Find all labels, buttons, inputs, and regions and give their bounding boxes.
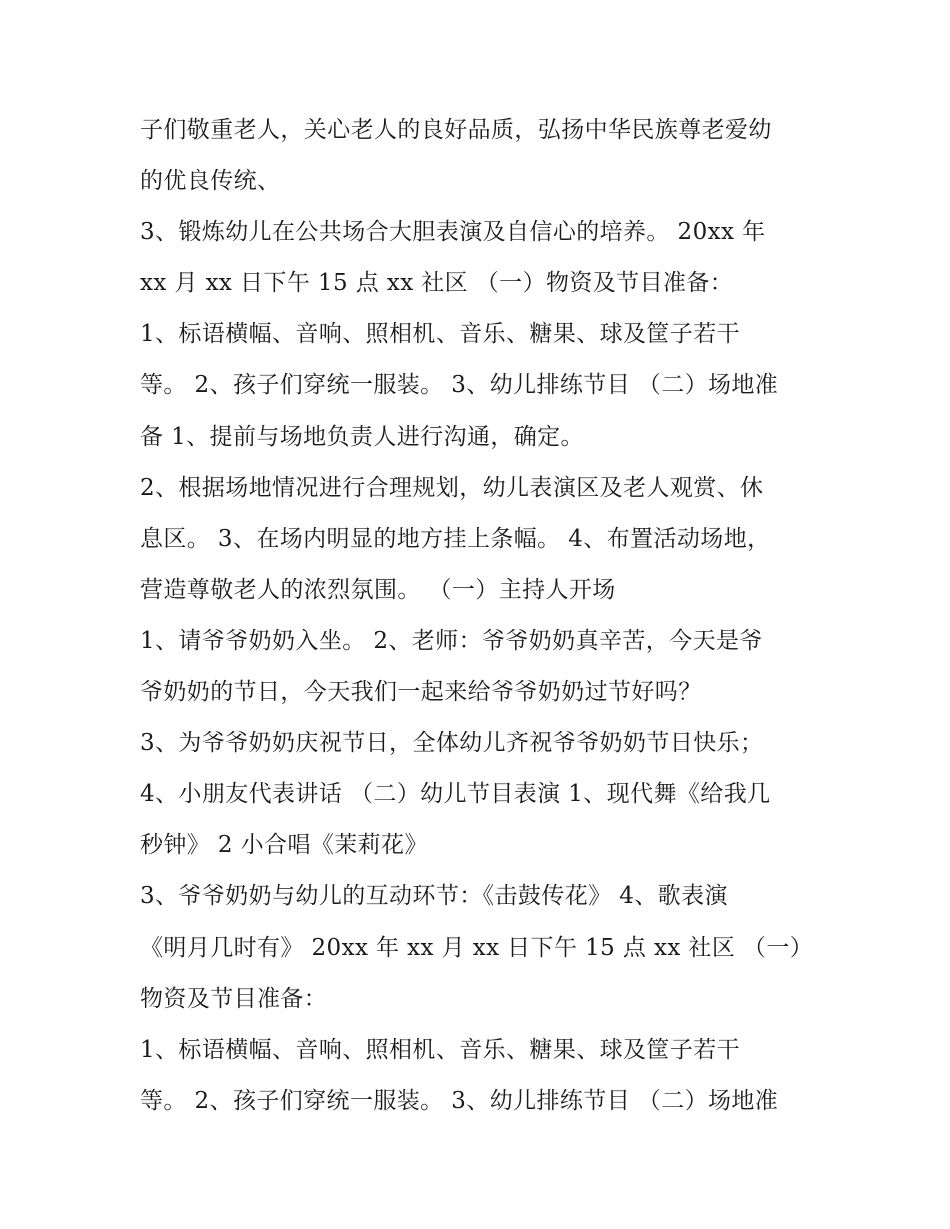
document-body bbox=[140, 105, 820, 1127]
text-line: 的优良传统、 bbox=[140, 168, 281, 195]
text-line: 营造尊敬老人的浓烈氛围。 （一）主持人开场 bbox=[140, 576, 616, 603]
text-line: 3、为爷爷奶奶庆祝节日，全体幼儿齐祝爷爷奶奶节日快乐； bbox=[140, 730, 764, 757]
text-line: 备 1、提前与场地负责人进行沟通，确定。 bbox=[140, 423, 584, 450]
text-line: 4、小朋友代表讲话 （二）幼儿节目表演 1、现代舞《给我几 bbox=[140, 781, 771, 808]
text-line: xx 月 xx 日下午 15 点 xx 社区 （一）物资及节目准备： bbox=[140, 270, 734, 297]
text-line: 等。 2、孩子们穿统一服装。 3、幼儿排练节目 （二）场地准 bbox=[140, 372, 779, 399]
text-line: 1、请爷爷奶奶入坐。 2、老师：爷爷奶奶真辛苦，今天是爷 bbox=[140, 627, 763, 654]
text-line: 3、锻炼幼儿在公共场合大胆表演及自信心的培养。 20xx 年 bbox=[140, 219, 766, 246]
text-line: 子们敬重老人，关心老人的良好品质，弘扬中华民族尊老爱幼 bbox=[140, 117, 772, 143]
text-line: 《明月几时有》 20xx 年 xx 月 xx 日下午 15 点 xx 社区 （一） bbox=[140, 934, 814, 961]
text-line: 物资及节目准备： bbox=[140, 985, 328, 1012]
text-line: 息区。 3、在场内明显的地方挂上条幅。 4、布置活动场地， bbox=[140, 525, 771, 552]
text-line: 1、标语横幅、音响、照相机、音乐、糖果、球及筐子若干 bbox=[140, 321, 741, 348]
text-line: 1、标语横幅、音响、照相机、音乐、糖果、球及筐子若干 bbox=[140, 1036, 741, 1063]
text-line: 3、爷爷奶奶与幼儿的互动环节：《击鼓传花》 4、歌表演 bbox=[140, 883, 728, 910]
text-line: 2、根据场地情况进行合理规划，幼儿表演区及老人观赏、休 bbox=[140, 474, 764, 501]
text-line: 秒钟》 2 小合唱《茉莉花》 bbox=[140, 832, 428, 859]
text-line: 等。 2、孩子们穿统一服装。 3、幼儿排练节目 （二）场地准 bbox=[140, 1087, 779, 1114]
text-line: 爷奶奶的节日，今天我们一起来给爷爷奶奶过节好吗？ bbox=[140, 679, 702, 706]
